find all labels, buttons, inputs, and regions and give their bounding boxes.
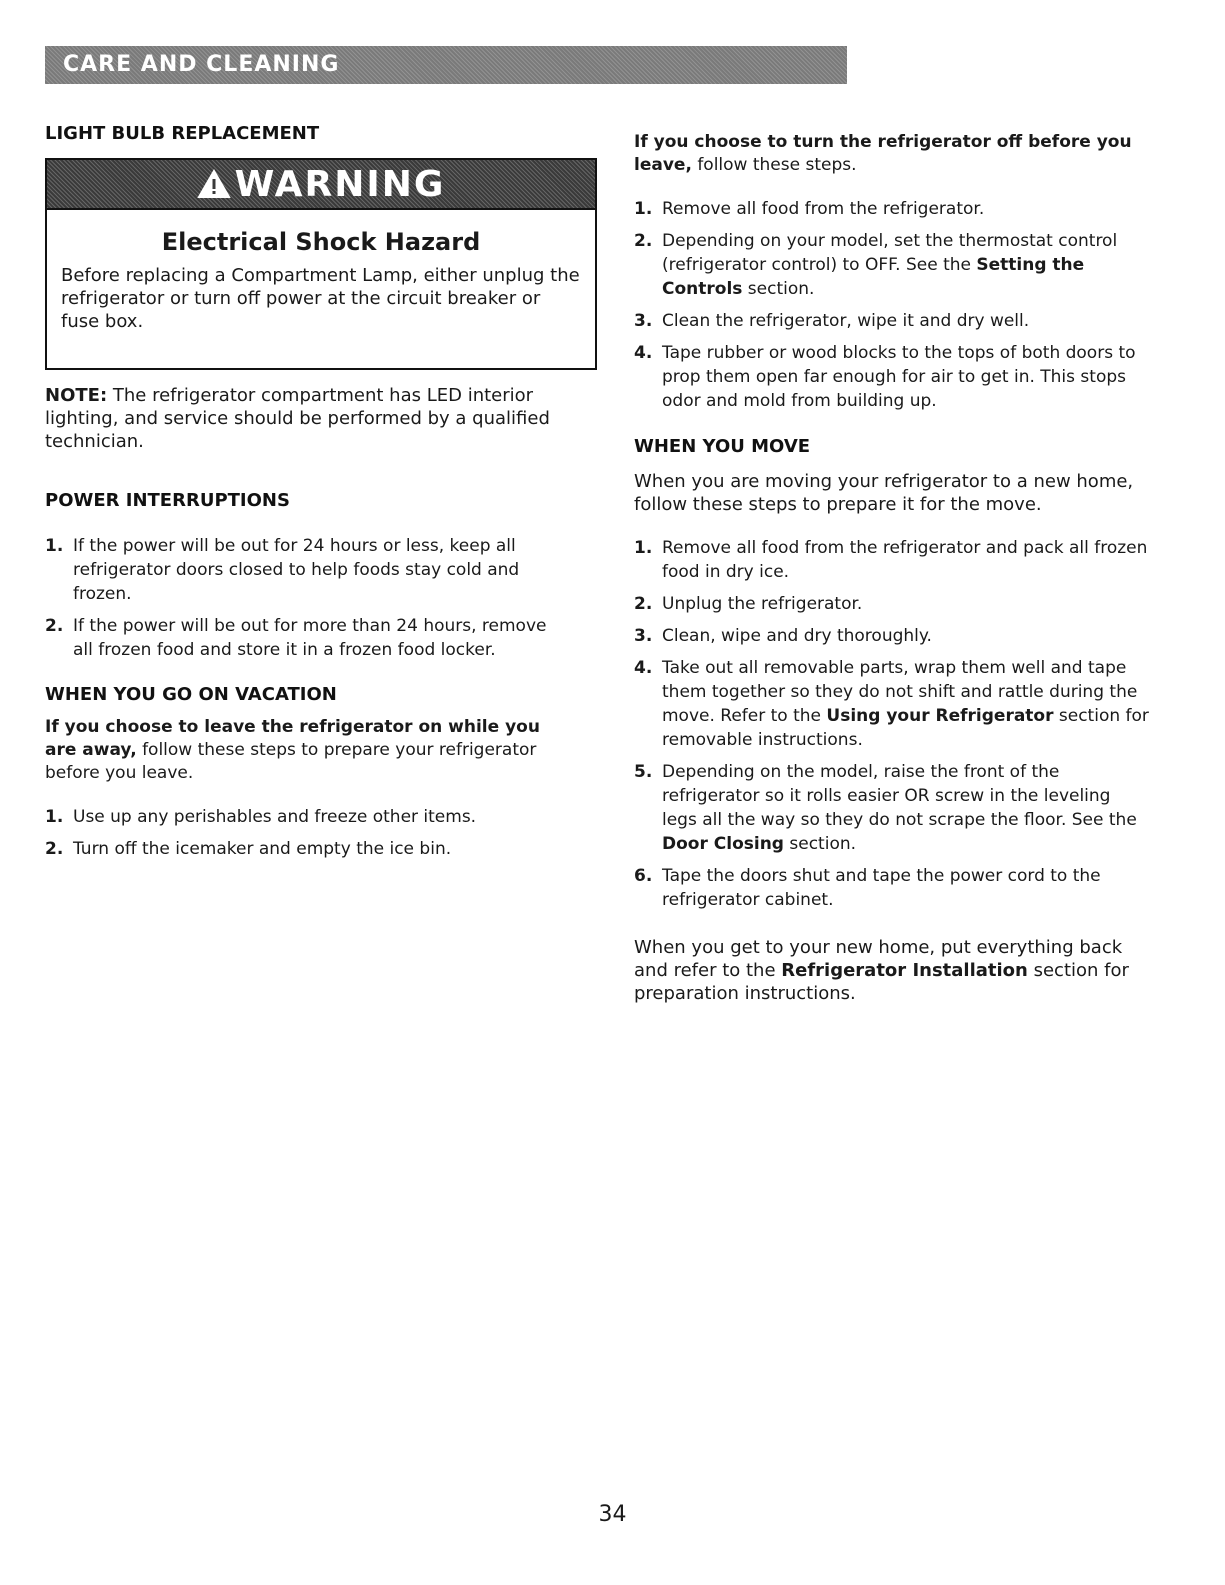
item-number: 1. [634, 538, 653, 558]
warning-title-wrap [47, 164, 595, 205]
setting-controls-reference: Setting the Controls [662, 255, 1085, 299]
list-item [634, 309, 1149, 333]
list-item [634, 341, 1149, 413]
door-closing-reference: Door Closing [662, 834, 784, 854]
list-item [634, 536, 1149, 584]
item-text: If the power will be out for more than 24 hours, remove all frozen food and store it in a frozen food locker. [73, 616, 547, 660]
item-text: Remove all food from the refrigerator and pack all frozen food in dry ice. [662, 538, 1148, 582]
note-label: NOTE: [45, 385, 108, 406]
note-text: The refrigerator compartment has LED interior lighting, and service should be performed by a qualified technician. [45, 385, 550, 452]
item-text: Turn off the icemaker and empty the ice bin. [73, 839, 452, 859]
hazard-body: Before replacing a Compartment Lamp, either unplug the refrigerator or turn off power at the circuit breaker or fuse box. [61, 265, 580, 332]
item-text-post: section. [742, 279, 815, 299]
list-item [634, 864, 1149, 912]
light-bulb-heading: LIGHT BULB REPLACEMENT [45, 123, 320, 144]
power-interruptions-heading: POWER INTERRUPTIONS [45, 490, 290, 511]
item-number: 5. [634, 762, 653, 782]
item-number: 1. [45, 807, 64, 827]
item-text: Tape rubber or wood blocks to the tops of both doors to prop them open far enough for air to get in. This stops odor and mold from building up. [662, 343, 1136, 411]
item-number: 6. [634, 866, 653, 886]
item-text-pre: Depending on the model, raise the front of the refrigerator so it rolls easier OR screw in the leveling legs all the way so they do not scrape the floor. See the [662, 762, 1137, 830]
move-outro-pre: When you get to your new home, put everything back and refer to the [634, 937, 1123, 981]
item-number: 3. [634, 311, 653, 331]
warning-triangle-icon [197, 169, 231, 199]
turn-off-lead-bold: If you choose to turn the refrigerator off before you leave, [634, 132, 1132, 175]
item-text: Remove all food from the refrigerator. [662, 199, 985, 219]
move-intro: When you are moving your refrigerator to a new home, follow these steps to prepare it for the move. [634, 471, 1134, 515]
item-text: Tape the doors shut and tape the power cord to the refrigerator cabinet. [662, 866, 1101, 910]
item-text-pre: Depending on your model, set the thermostat control (refrigerator control) to OFF. See the [662, 231, 1118, 275]
refrigerator-installation-reference: Refrigerator Installation [781, 960, 1028, 981]
warning-title: WARNING [234, 164, 446, 205]
turn-off-lead-text: follow these steps. [697, 155, 857, 175]
item-text-post: section for removable instructions. [662, 706, 1149, 750]
section-banner-title: CARE AND CLEANING [63, 52, 340, 77]
item-number: 2. [634, 231, 653, 251]
item-number: 4. [634, 658, 653, 678]
item-number: 4. [634, 343, 653, 363]
power-list [45, 534, 555, 670]
item-number: 2. [634, 594, 653, 614]
move-outro [634, 936, 1159, 1005]
item-text: Clean the refrigerator, wipe it and dry well. [662, 311, 1030, 331]
item-number: 1. [45, 536, 64, 556]
item-text: If the power will be out for 24 hours or less, keep all refrigerator doors closed to help foods stay cold and frozen. [73, 536, 520, 604]
using-refrigerator-reference: Using your Refrigerator [826, 706, 1054, 726]
vacation-lead-bold: If you choose to leave the refrigerator on while you are away, [45, 717, 540, 760]
item-text: Clean, wipe and dry thoroughly. [662, 626, 932, 646]
item-text-pre: Take out all removable parts, wrap them well and tape them together so they do not shift and rattle during the move. Refer to the [662, 658, 1138, 726]
item-number: 1. [634, 199, 653, 219]
item-text: Use up any perishables and freeze other items. [73, 807, 477, 827]
warning-bar [47, 160, 595, 210]
list-item [634, 197, 1149, 221]
item-number: 3. [634, 626, 653, 646]
vacation-heading: WHEN YOU GO ON VACATION [45, 684, 337, 705]
vacation-lead-text: follow these steps to prepare your refrigerator before you leave. [45, 740, 537, 783]
warning-box [45, 158, 597, 370]
vacation-intro [45, 716, 555, 785]
list-item [45, 805, 555, 829]
move-outro-post: section for preparation instructions. [634, 960, 1129, 1004]
turn-off-intro [634, 131, 1154, 177]
list-item [634, 592, 1149, 616]
turn-off-list [634, 197, 1149, 421]
section-banner [45, 46, 847, 84]
item-number: 2. [45, 839, 64, 859]
item-number: 2. [45, 616, 64, 636]
item-text-post: section. [783, 834, 857, 854]
list-item [45, 837, 555, 861]
list-item [634, 229, 1149, 301]
list-item [634, 760, 1149, 856]
list-item [634, 624, 1149, 648]
move-list [634, 536, 1149, 920]
hazard-title: Electrical Shock Hazard [161, 228, 481, 256]
vacation-list [45, 805, 555, 869]
page-number: 34 [598, 1502, 627, 1527]
item-text: Unplug the refrigerator. [662, 594, 863, 614]
list-item [634, 656, 1149, 752]
list-item [45, 534, 555, 606]
note-paragraph [45, 384, 585, 453]
when-you-move-heading: WHEN YOU MOVE [634, 436, 811, 457]
list-item [45, 614, 555, 662]
